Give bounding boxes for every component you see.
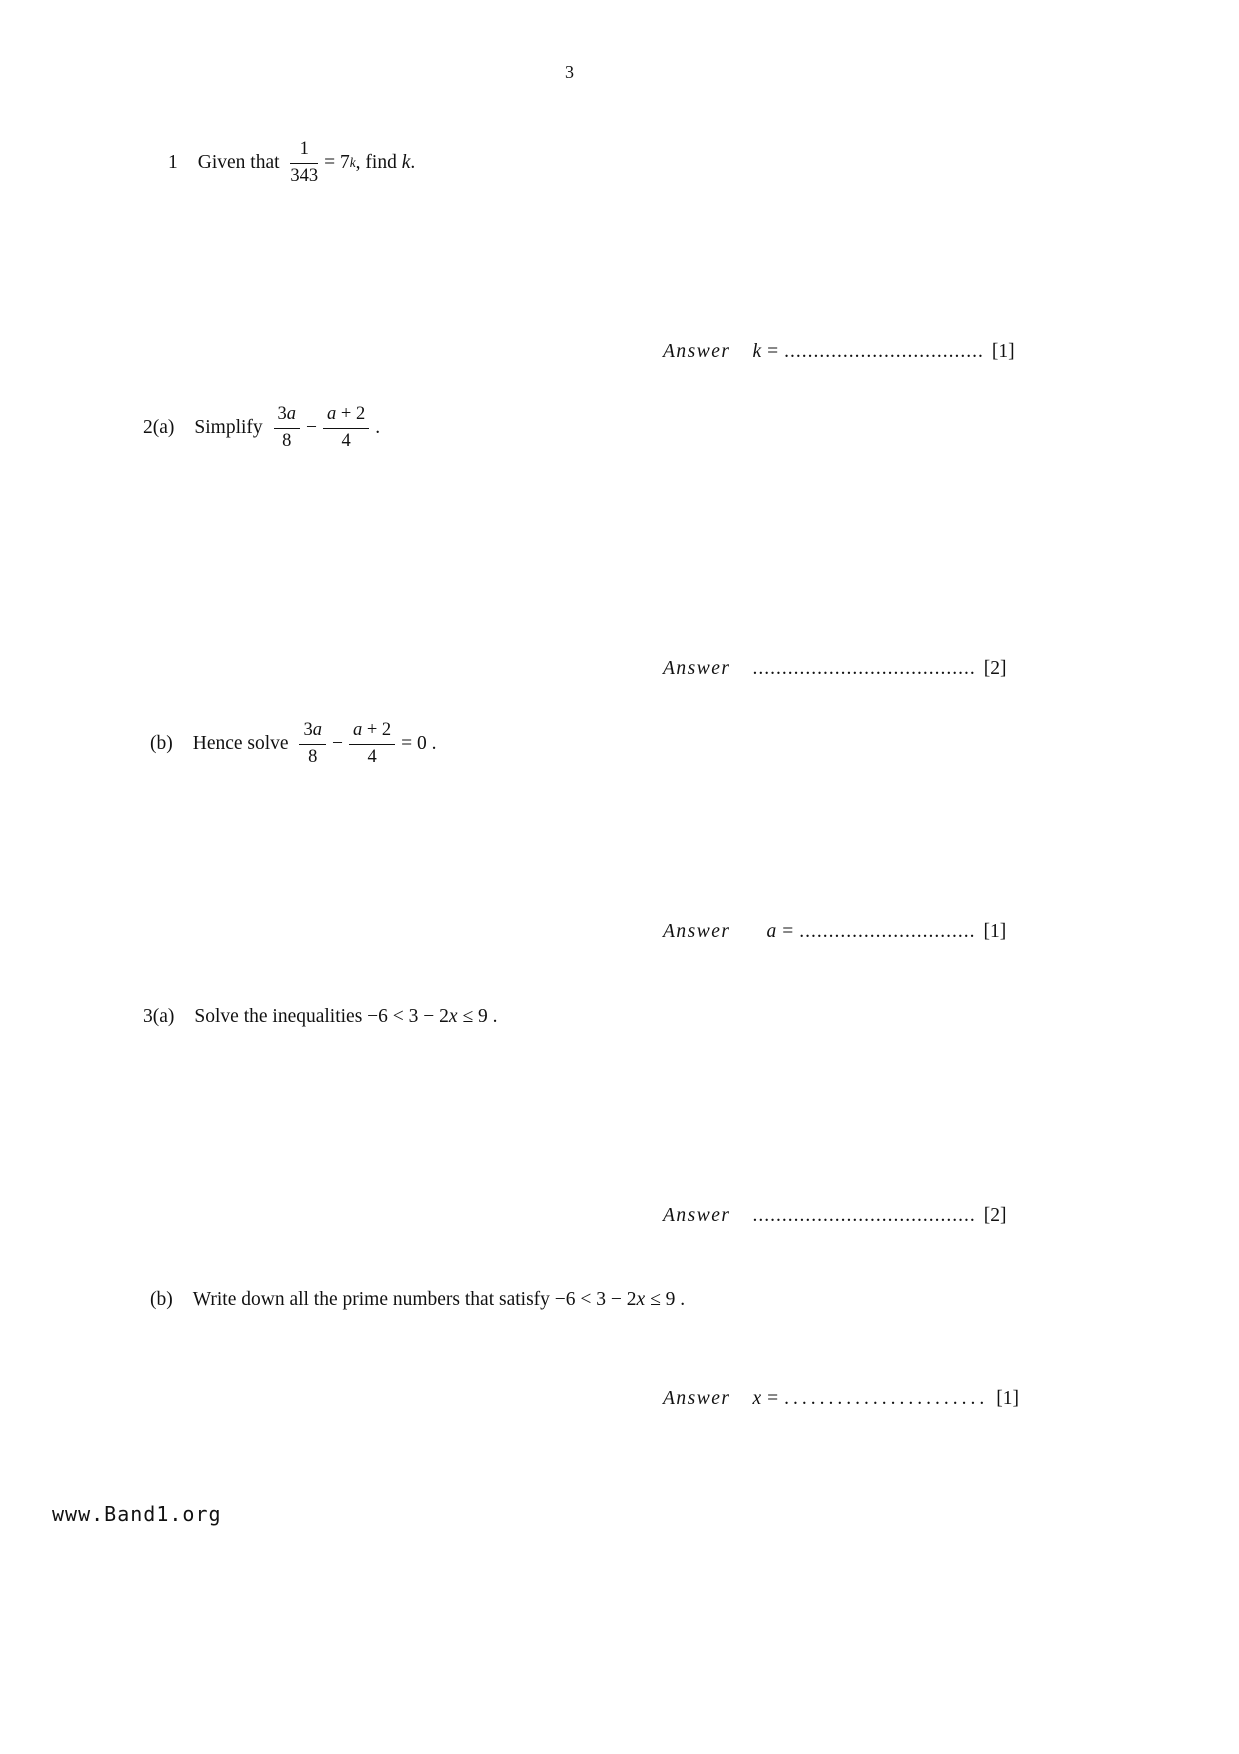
fraction-numerator: [299, 720, 326, 744]
variable: a: [352, 720, 363, 741]
answer-label: Answer: [663, 658, 731, 679]
question-text: [194, 404, 380, 452]
fraction-numerator: [274, 404, 301, 428]
variable: a: [312, 720, 322, 741]
fraction-denominator: 4: [341, 430, 351, 451]
question-number: (b): [150, 1289, 173, 1310]
text: = 0 .: [401, 733, 437, 754]
text: , find: [355, 152, 402, 173]
fraction: [349, 720, 395, 768]
answer-label: Answer: [663, 341, 731, 362]
variable: a: [286, 404, 297, 425]
question-3b: [150, 1289, 685, 1311]
page-number: 3: [565, 62, 574, 82]
minus-operator: −: [331, 733, 343, 754]
answer-label: Answer: [663, 921, 731, 942]
question-number: 1: [168, 152, 178, 173]
answer-dotted-line: ..................................: [784, 341, 984, 362]
variable: a: [327, 404, 337, 425]
answer-row-2b: [663, 921, 1006, 943]
answer-label: Answer: [663, 1205, 731, 1226]
coefficient: 3: [277, 404, 287, 425]
answer-row-2a: [663, 658, 1007, 680]
answer-marks: [2]: [983, 658, 1007, 679]
text: Solve the inequalities: [194, 1006, 368, 1027]
fraction-denominator: 4: [367, 746, 377, 767]
question-text: Given that $\frac{1}{343}$ = 7 k , find k .: [197, 139, 416, 186]
answer-label: Answer: [663, 1388, 731, 1409]
answer-row-3a: [663, 1205, 1007, 1227]
math-expression: ≤ 9 .: [645, 1289, 686, 1310]
text: .: [375, 417, 381, 438]
text: Given that: [197, 152, 285, 173]
fraction: [299, 720, 326, 768]
answer-dotted-line: ......................................: [752, 658, 976, 679]
answer-dotted-line: ..............................: [799, 921, 976, 942]
variable: x: [636, 1289, 646, 1310]
fraction: [323, 404, 369, 452]
question-number: (b): [150, 733, 173, 754]
question-text: [193, 1289, 685, 1311]
fraction: [274, 404, 301, 452]
text: = 7: [324, 152, 350, 173]
fraction-denominator: 343: [290, 165, 319, 186]
fraction-denominator: 8: [282, 430, 292, 451]
text: Write down all the prime numbers that satisfy: [192, 1289, 555, 1310]
answer-equals: =: [767, 1388, 779, 1409]
answer-row-3b: [663, 1388, 1019, 1410]
text: .: [410, 152, 416, 173]
coefficient: 3: [303, 720, 313, 741]
question-number: 2(a): [143, 417, 175, 438]
question-number: 3(a): [143, 1006, 175, 1027]
answer-equals: =: [767, 341, 779, 362]
answer-marks: [1]: [996, 1388, 1020, 1409]
answer-dotted-line: ......................................: [752, 1205, 976, 1226]
answer-row-1: [663, 341, 1015, 363]
minus-operator: −: [306, 417, 318, 438]
answer-variable: x: [752, 1388, 762, 1409]
math-expression: −6 < 3 − 2: [367, 1006, 449, 1027]
fraction-numerator: [349, 720, 395, 744]
fraction-numerator: [323, 404, 369, 428]
fraction: [290, 139, 318, 187]
question-text: [193, 720, 437, 768]
fraction-numerator: 1: [290, 139, 318, 163]
fraction-denominator: 8: [308, 746, 318, 767]
text: Simplify: [194, 417, 268, 438]
answer-marks: [1]: [991, 341, 1015, 362]
math-expression: −6 < 3 − 2: [554, 1289, 637, 1310]
footer-url: www.Band1.org: [52, 1502, 222, 1526]
answer-variable: k: [752, 341, 762, 362]
math-expression: ≤ 9 .: [457, 1006, 498, 1027]
answer-marks: [2]: [983, 1205, 1007, 1226]
question-text: [194, 1006, 497, 1028]
text: + 2: [336, 404, 366, 425]
text: Hence solve: [192, 733, 294, 754]
answer-equals: =: [782, 921, 794, 942]
variable: x: [448, 1006, 458, 1027]
text: + 2: [362, 720, 392, 741]
question-2a: [143, 399, 380, 457]
question-3a: [143, 1006, 498, 1028]
answer-variable: a: [766, 921, 777, 942]
answer-marks: [1]: [983, 921, 1007, 942]
variable: k: [401, 152, 411, 173]
question-1: [168, 134, 415, 192]
answer-dotted-line: .......................: [784, 1388, 989, 1409]
question-2b: [150, 715, 437, 773]
